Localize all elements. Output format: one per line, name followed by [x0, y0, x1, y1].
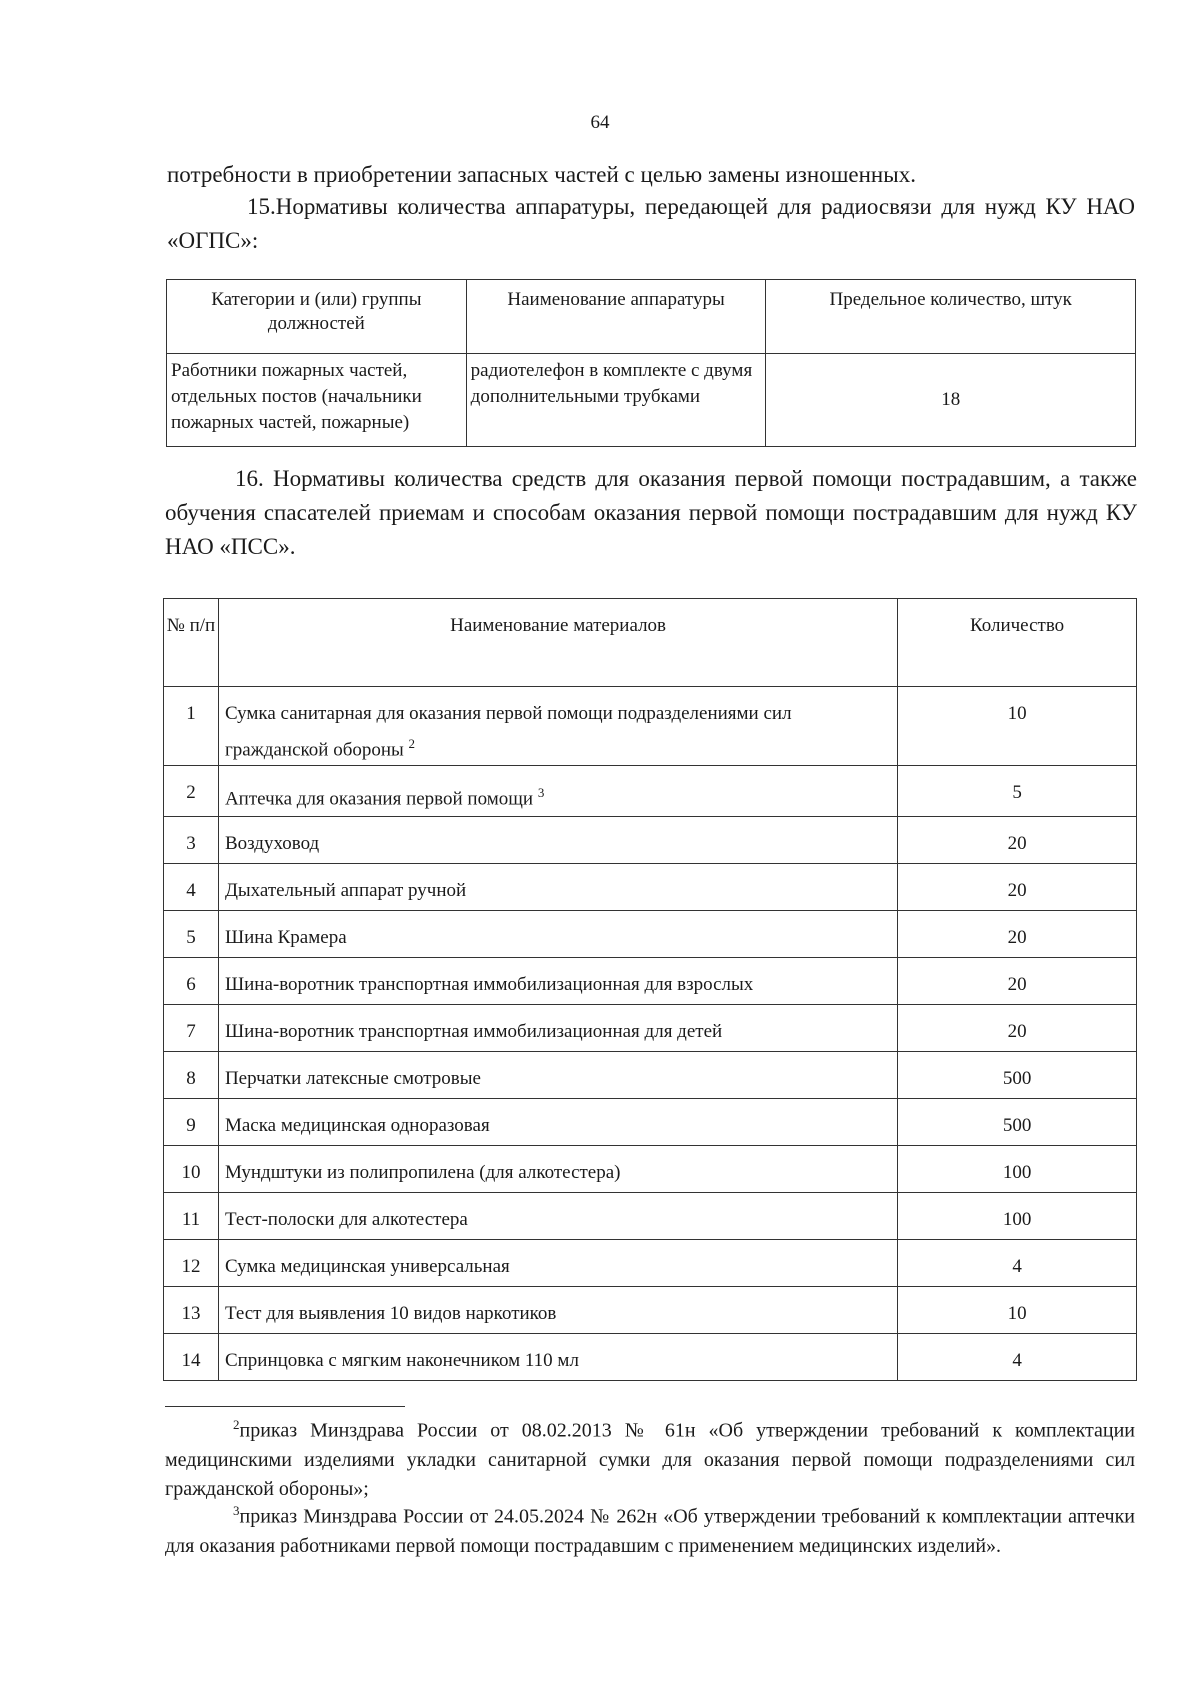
footnote-mark: 2 [233, 1417, 240, 1432]
material-name-text: Шина Крамера [224, 927, 347, 949]
column-header-material-name: Наименование материалов [218, 599, 897, 687]
material-name-text: Маска медицинская одноразовая [224, 1115, 490, 1137]
table-row [164, 864, 1137, 911]
table-row [164, 1005, 1137, 1052]
cell-number: 1 [164, 687, 219, 766]
cell-quantity: 10 [898, 1287, 1137, 1334]
cell-quantity: 5 [898, 766, 1137, 817]
footnote-reference: 3 [537, 785, 545, 801]
column-header-quantity: Количество [898, 599, 1137, 687]
cell-number: 2 [164, 766, 219, 817]
cell-quantity: 4 [898, 1334, 1137, 1381]
cell-number: 8 [164, 1052, 219, 1099]
cell-material-name [218, 1193, 897, 1240]
footnote-mark: 3 [233, 1503, 240, 1518]
footnote-3 [165, 1496, 1135, 1561]
cell-number: 5 [164, 911, 219, 958]
cell-material-name [218, 1287, 897, 1334]
cell-number: 13 [164, 1287, 219, 1334]
page-number: 64 [590, 112, 610, 133]
material-name-text: Тест-полоски для алкотестера [224, 1209, 468, 1231]
table-row [167, 354, 1136, 447]
footnote-text: приказ Минздрава России от 08.02.2013 № 61н «Об утверждении требований к комплектации медицинскими изделиями укладки санитарной сумки для оказания первой помощи подразделениями сил гражданской обороны»; [165, 1419, 1135, 1500]
cell-number: 11 [164, 1193, 219, 1240]
column-header-number: № п/п [164, 599, 219, 687]
table-row [164, 958, 1137, 1005]
cell-quantity: 100 [898, 1146, 1137, 1193]
cell-category: Работники пожарных частей, отдельных постов (начальники пожарных частей, пожарные) [167, 354, 467, 447]
cell-equipment: радиотелефон в комплекте с двумя дополнительными трубками [466, 354, 766, 447]
cell-quantity: 20 [898, 817, 1137, 864]
column-header-limit-quantity: Предельное количество, штук [766, 280, 1136, 354]
column-header-category: Категории и (или) группы должностей [167, 280, 467, 354]
material-name-text: Спринцовка с мягким наконечником 110 мл [224, 1350, 579, 1372]
table-row [164, 1052, 1137, 1099]
table-row [164, 1334, 1137, 1381]
footnote-2 [165, 1410, 1135, 1504]
continuation-paragraph: потребности в приобретении запасных частей с целью замены изношенных. [167, 162, 916, 187]
cell-material-name [218, 687, 897, 766]
cell-number: 9 [164, 1099, 219, 1146]
table-header-row [167, 280, 1136, 354]
cell-material-name [218, 1334, 897, 1381]
table-row [164, 1287, 1137, 1334]
cell-material-name [218, 1005, 897, 1052]
cell-number: 3 [164, 817, 219, 864]
cell-material-name [218, 1240, 897, 1287]
cell-material-name [218, 766, 897, 817]
section-16-paragraph: 16. Нормативы количества средств для оказания первой помощи пострадавшим, а также обучения спасателей приемам и способам оказания первой помощи пострадавшим для нужд КУ НАО «ПСС». [165, 466, 1137, 559]
cell-quantity: 18 [766, 354, 1136, 447]
material-name-text: Тест для выявления 10 видов наркотиков [224, 1303, 557, 1325]
cell-quantity: 500 [898, 1099, 1137, 1146]
table-row [164, 1193, 1137, 1240]
cell-quantity: 20 [898, 864, 1137, 911]
radio-equipment-table [166, 279, 1136, 447]
table-row [164, 1146, 1137, 1193]
first-aid-materials-table [163, 598, 1137, 1381]
material-name-text: Сумка медицинская универсальная [224, 1256, 510, 1278]
cell-quantity: 10 [898, 687, 1137, 766]
material-name-text: Мундштуки из полипропилена (для алкотестера) [224, 1162, 621, 1184]
footnote-text: приказ Минздрава России от 24.05.2024 № 262н «Об утверждении требований к комплектации аптечки для оказания работниками первой помощи пострадавшим с применением медицинских изделий». [165, 1505, 1135, 1557]
cell-material-name [218, 911, 897, 958]
material-name-text: Воздуховод [224, 833, 320, 855]
table-row [164, 911, 1137, 958]
cell-quantity: 4 [898, 1240, 1137, 1287]
cell-material-name [218, 1052, 897, 1099]
material-name-text: Аптечка для оказания первой помощи [224, 788, 534, 810]
footnote-reference: 2 [408, 736, 416, 751]
footnote-separator [165, 1406, 405, 1407]
material-name-text: Шина-воротник транспортная иммобилизационная для детей [224, 1021, 723, 1043]
cell-quantity: 20 [898, 911, 1137, 958]
material-name-text: Шина-воротник транспортная иммобилизационная для взрослых [224, 974, 754, 996]
cell-quantity: 20 [898, 958, 1137, 1005]
cell-material-name [218, 1146, 897, 1193]
cell-number: 12 [164, 1240, 219, 1287]
cell-material-name [218, 864, 897, 911]
cell-number: 10 [164, 1146, 219, 1193]
section-15-paragraph: 15.Нормативы количества аппаратуры, передающей для радиосвязи для нужд КУ НАО «ОГПС»: [167, 194, 1135, 253]
table-row [164, 1240, 1137, 1287]
cell-material-name [218, 1099, 897, 1146]
cell-number: 4 [164, 864, 219, 911]
cell-quantity: 500 [898, 1052, 1137, 1099]
cell-number: 7 [164, 1005, 219, 1052]
cell-material-name [218, 958, 897, 1005]
material-name-text: Дыхательный аппарат ручной [224, 880, 467, 902]
cell-number: 6 [164, 958, 219, 1005]
cell-number: 14 [164, 1334, 219, 1381]
table-row [164, 766, 1137, 817]
material-name-text: Перчатки латексные смотровые [224, 1068, 481, 1090]
table-row [164, 687, 1137, 766]
cell-quantity: 100 [898, 1193, 1137, 1240]
cell-material-name [218, 817, 897, 864]
table-header-row [164, 599, 1137, 687]
column-header-equipment: Наименование аппаратуры [466, 280, 766, 354]
material-name-text: Сумка санитарная для оказания первой помощи подразделениями сил гражданской обороны [224, 703, 792, 761]
table-row [164, 817, 1137, 864]
cell-quantity: 20 [898, 1005, 1137, 1052]
table-row [164, 1099, 1137, 1146]
